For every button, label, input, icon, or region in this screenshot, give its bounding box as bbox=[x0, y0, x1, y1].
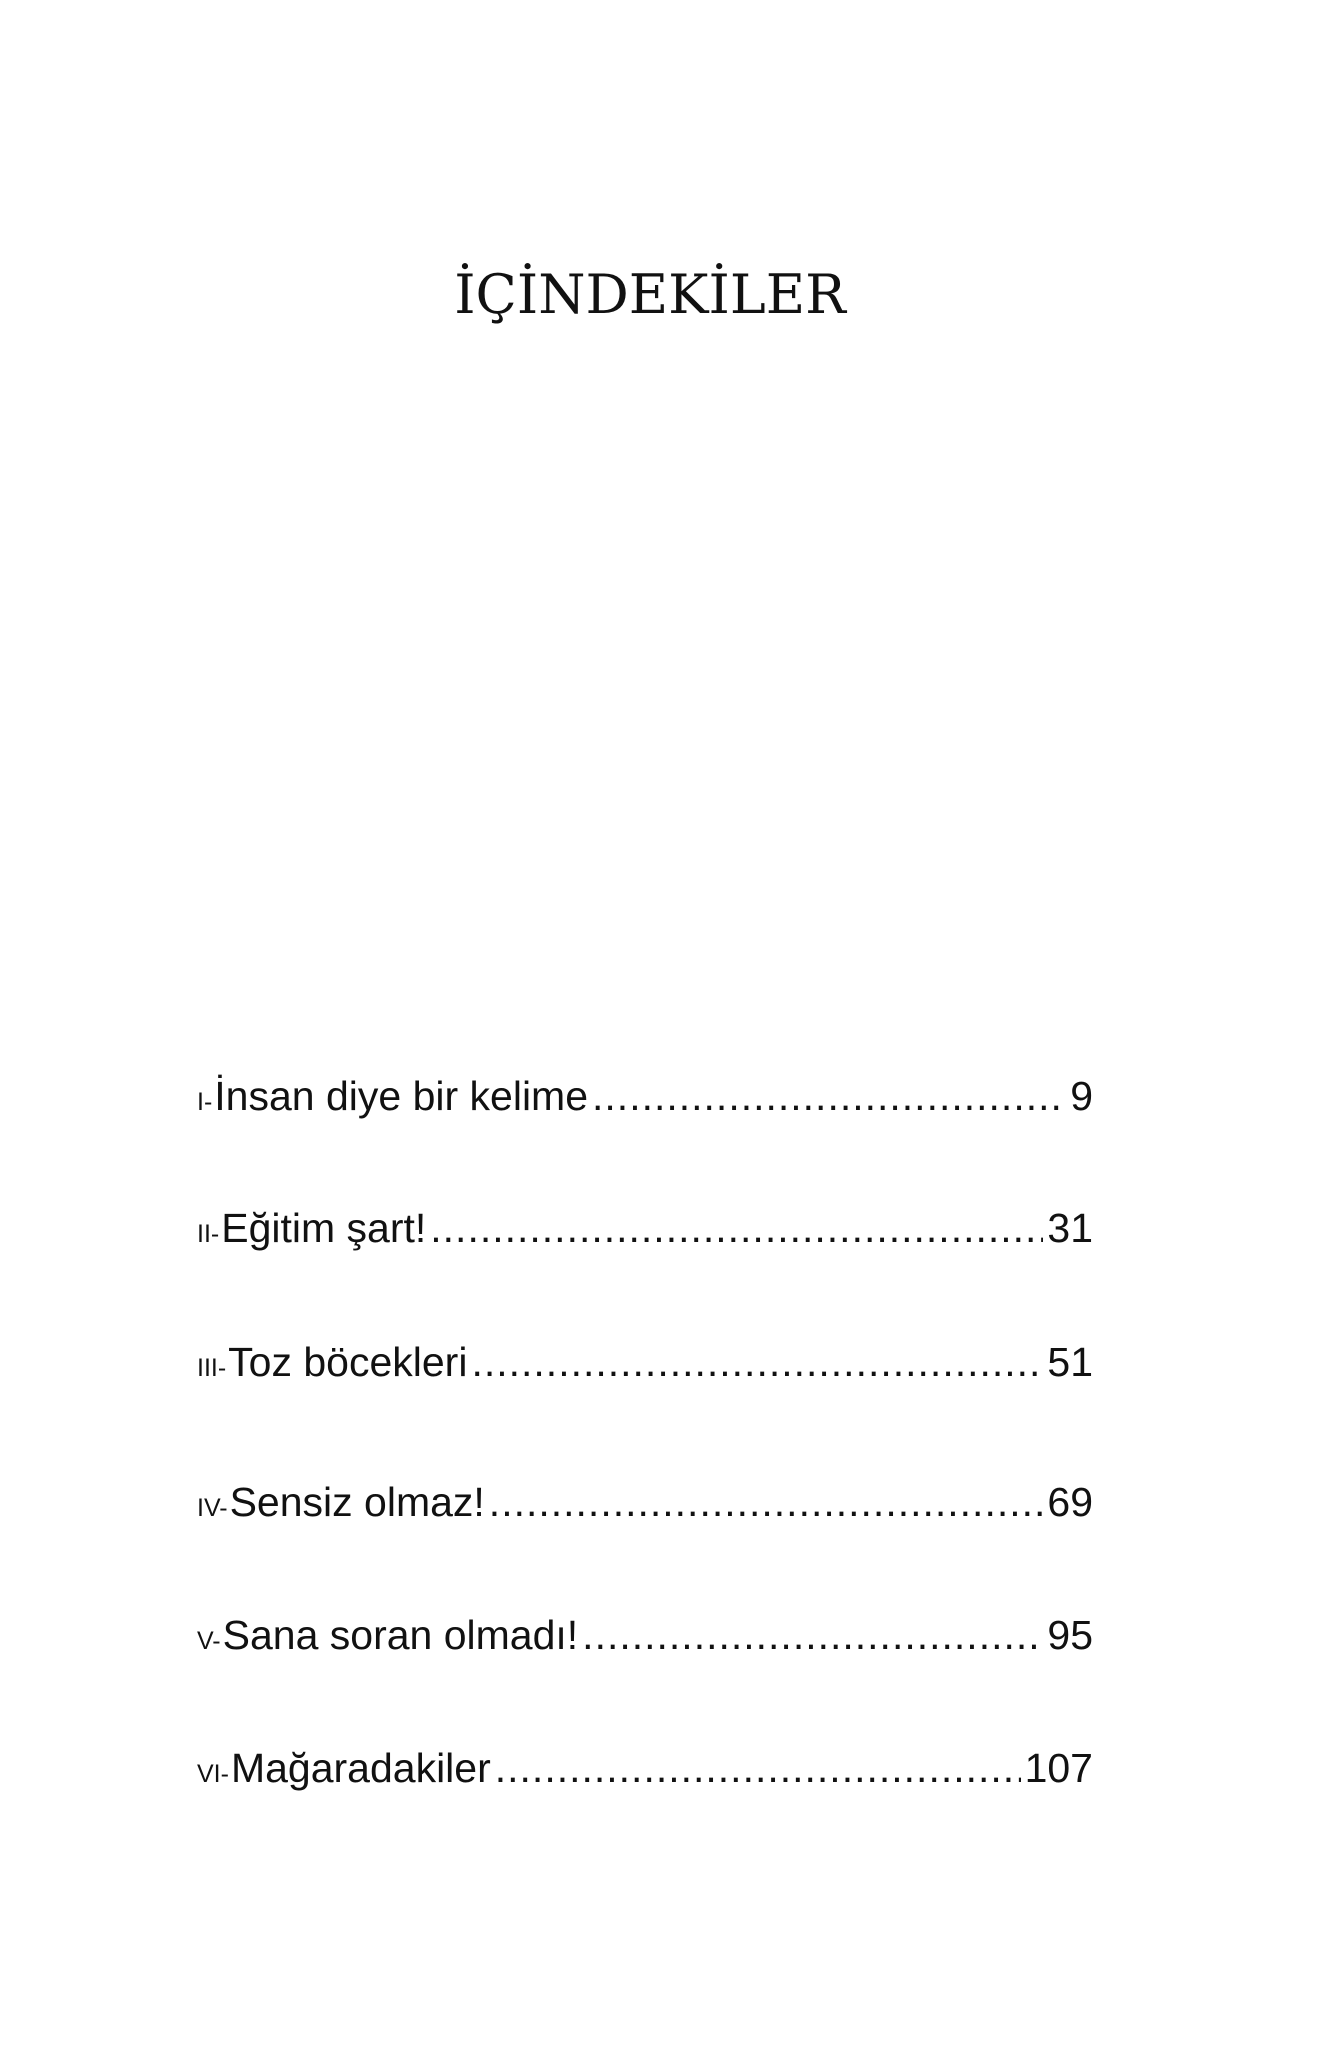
toc-numeral: III- bbox=[197, 1354, 227, 1382]
toc-leader-dots bbox=[582, 1610, 1043, 1660]
toc-entry-1[interactable] bbox=[197, 1071, 1093, 1127]
toc-title: Mağaradakiler bbox=[230, 1745, 491, 1791]
toc-page-number: 31 bbox=[1047, 1205, 1093, 1251]
toc-title: Toz böcekleri bbox=[228, 1339, 468, 1385]
toc-title: Sensiz olmaz! bbox=[229, 1479, 485, 1525]
toc-numeral: IV- bbox=[197, 1494, 228, 1522]
toc-title: Sana soran olmadı! bbox=[222, 1612, 579, 1658]
toc-leader-dots bbox=[430, 1203, 1043, 1253]
toc-leader-dots bbox=[592, 1071, 1066, 1121]
toc-numeral: VI- bbox=[197, 1760, 229, 1788]
toc-entry-2[interactable] bbox=[197, 1203, 1093, 1259]
toc-title: Eğitim şart! bbox=[221, 1205, 427, 1251]
toc-leader-dots bbox=[489, 1477, 1044, 1527]
toc-numeral: II- bbox=[197, 1220, 220, 1248]
toc-leader-dots bbox=[471, 1337, 1043, 1387]
toc-entry-4[interactable] bbox=[197, 1477, 1093, 1533]
toc-page-number: 95 bbox=[1047, 1612, 1093, 1658]
toc-entry-3[interactable] bbox=[197, 1337, 1093, 1393]
toc-page-number: 107 bbox=[1024, 1745, 1093, 1791]
toc-page-number: 51 bbox=[1047, 1339, 1093, 1385]
toc-title: İnsan diye bir kelime bbox=[214, 1073, 589, 1119]
toc-entry-5[interactable] bbox=[197, 1610, 1093, 1666]
toc-leader-dots bbox=[495, 1743, 1021, 1793]
toc-entry-6[interactable] bbox=[197, 1743, 1093, 1799]
toc-numeral: V- bbox=[197, 1627, 221, 1655]
toc-numeral: I- bbox=[197, 1088, 213, 1116]
page-title: İÇİNDEKİLER bbox=[454, 263, 846, 326]
toc-page-number: 9 bbox=[1070, 1073, 1093, 1119]
toc-page-number: 69 bbox=[1047, 1479, 1093, 1525]
